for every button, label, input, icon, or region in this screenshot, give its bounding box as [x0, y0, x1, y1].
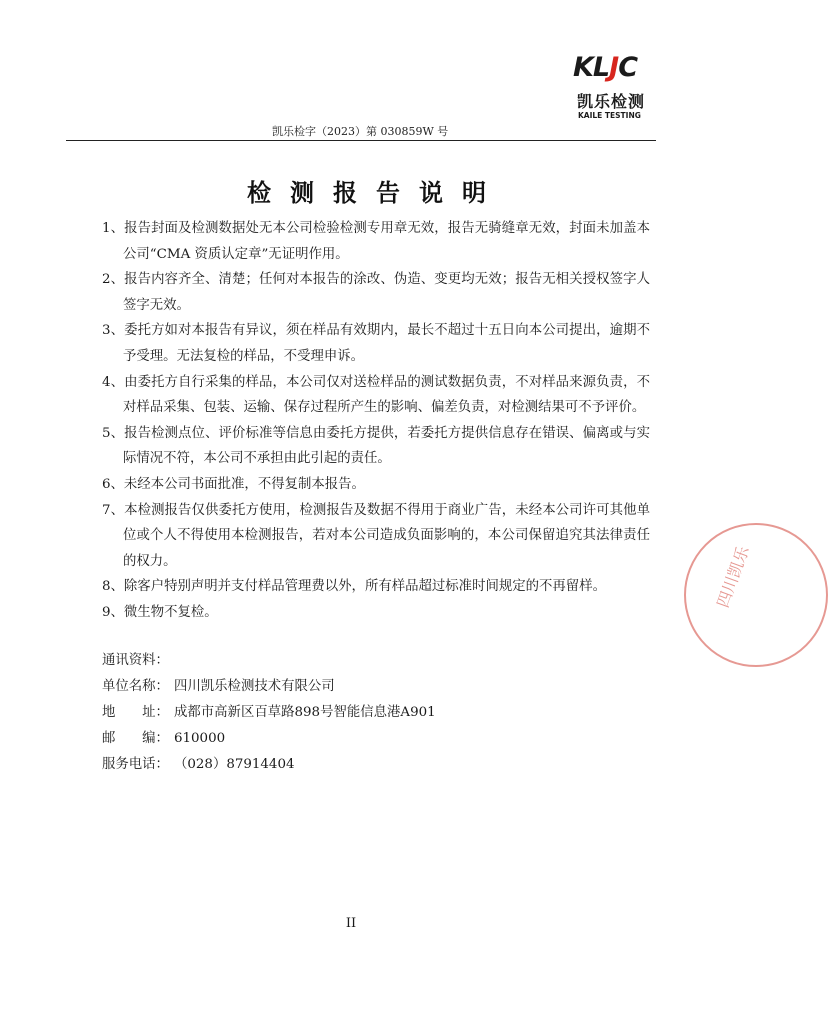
- page-number: II: [345, 916, 357, 931]
- logo-english-name: KAILE TESTING: [578, 111, 641, 120]
- seal-text: 四川凯乐: [713, 543, 753, 611]
- notes-list: [102, 216, 650, 626]
- contact-info: [102, 648, 436, 778]
- contact-unit-row: [102, 674, 436, 700]
- contact-unit-label: 单位名称：: [102, 679, 169, 694]
- contact-address-value: 成都市高新区百草路898号智能信息港A901: [174, 705, 436, 720]
- note-item-8: 8、除客户特别声明并支付样品管理费以外，所有样品超过标准时间规定的不再留样。: [102, 579, 606, 595]
- contact-heading: 通讯资料：: [102, 653, 169, 668]
- contact-postcode-row: [102, 726, 436, 752]
- contact-unit-value: 四川凯乐检测技术有限公司: [174, 679, 335, 694]
- contact-address-label: 地 址：: [102, 705, 169, 720]
- company-logo: [571, 52, 651, 122]
- contact-phone-value: （028）87914404: [174, 757, 295, 772]
- note-item-5: 5、报告检测点位、评价标准等信息由委托方提供，若委托方提供信息存在错误、偏离或与实际情况不符，本公司不承担由此引起的责任。: [102, 425, 650, 467]
- seal-stamp: [684, 523, 828, 667]
- note-item-2: 2、报告内容齐全、清楚；任何对本报告的涂改、伪造、变更均无效；报告无相关授权签字人签字无效。: [102, 272, 650, 313]
- note-item-9: 9、微生物不复检。: [102, 604, 218, 620]
- contact-phone-label: 服务电话：: [102, 757, 169, 772]
- note-item-7: 7、本检测报告仅供委托方使用，检测报告及数据不得用于商业广告，未经本公司许可其他单位或个人不得使用本检测报告，若对本公司造成负面影响的，本公司保留追究其法律责任的权力。: [102, 502, 650, 569]
- logo-mark: KLJC: [573, 52, 638, 83]
- contact-postcode-label: 邮 编：: [102, 731, 169, 746]
- header-divider: [66, 140, 656, 141]
- note-item-1: 1、报告封面及检测数据处无本公司检验检测专用章无效，报告无骑缝章无效，封面未加盖本公司“CMA 资质认定章”无证明作用。: [102, 221, 650, 262]
- page-title: 检测报告说明: [247, 179, 505, 207]
- contact-address-row: [102, 700, 436, 726]
- logo-chinese-name: 凯乐检测: [577, 92, 646, 111]
- contact-postcode-value: 610000: [174, 731, 226, 746]
- note-item-3: 3、委托方如对本报告有异议，须在样品有效期内，最长不超过十五日向本公司提出，逾期不予受理。无法复检的样品，不受理申诉。: [102, 323, 650, 364]
- note-item-6: 6、未经本公司书面批准，不得复制本报告。: [102, 476, 365, 492]
- contact-phone-row: [102, 752, 436, 778]
- note-item-4: 4、由委托方自行采集的样品，本公司仅对送检样品的测试数据负责，不对样品来源负责，不对样品采集、包装、运输、保存过程所产生的影响、偏差负责，对检测结果可不予评价。: [102, 374, 650, 416]
- report-number: 凯乐检字（2023）第 030859W 号: [272, 125, 449, 138]
